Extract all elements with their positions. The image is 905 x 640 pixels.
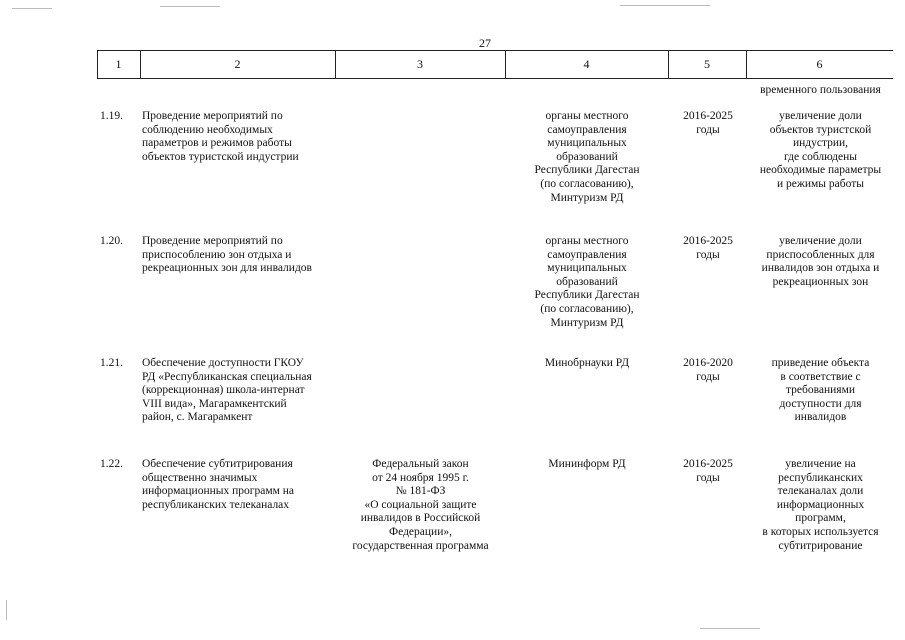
header-col-2: 2 [234, 57, 241, 71]
header-col-4: 4 [583, 57, 590, 71]
row-expected-result: увеличение доли объектов туристской индустрии, где соблюдены необходимые параметры и режимы работы [759, 110, 882, 190]
row-executor: Мининформ РД [548, 458, 626, 470]
row-expected-result: увеличение доли приспособленных для инвалидов зон отдыха и рекреационных зон [761, 235, 880, 288]
header-bottom-border [97, 78, 893, 79]
header-col-3: 3 [417, 57, 423, 71]
row-measure-name: Проведение мероприятий по приспособлению зон отдыха и рекреационных зон для инвалидов [142, 235, 312, 275]
row-number: 1.20. [100, 235, 123, 247]
scan-speck [620, 5, 710, 6]
row-legal-basis: Федеральный закон от 24 ноября 1995 г. № 181-ФЗ «О социальной защите инвалидов в Российской Федерации», государственная программа [352, 458, 489, 552]
row-expected-result: увеличение на республиканских телеканалах доли информационных программ, в которых используется субтитрирование [762, 458, 879, 552]
header-col-6: 6 [816, 57, 823, 71]
scan-speck [700, 628, 760, 629]
scan-speck [12, 8, 52, 9]
row-period: 2016-2020 годы [683, 357, 733, 383]
header-col-5: 5 [704, 57, 710, 71]
row-executor: органы местного самоуправления муниципальных образований Республики Дагестан (по согласованию), Минтуризм РД [534, 235, 640, 329]
header-col-1: 1 [115, 57, 122, 71]
row-measure-name: Проведение мероприятий по соблюдению необходимых параметров и режимов работы объектов туристской индустрии [142, 110, 299, 163]
row-measure-name: Обеспечение доступности ГКОУ РД «Республиканская специальная (коррекционная) школа-интернат VIII вида», Магарамкентский район, с. Магарамкент [142, 357, 312, 424]
row-number: 1.19. [100, 110, 123, 122]
row-number: 1.22. [100, 458, 123, 470]
row-measure-name: Обеспечение субтитрирования общественно значимых информационных программ на республиканских телеканалах [142, 458, 295, 511]
scan-speck [160, 6, 220, 7]
row-executor: органы местного самоуправления муниципальных образований Республики Дагестан (по согласованию), Минтуризм РД [534, 110, 640, 204]
row-period: 2016-2025 годы [683, 110, 733, 136]
header-top-border [97, 50, 893, 51]
carryover-text: временного пользования [760, 84, 881, 96]
row-period: 2016-2025 годы [683, 458, 733, 484]
scan-speck [6, 600, 7, 620]
row-expected-result: приведение объекта в соответствие с требованиями доступности для инвалидов [771, 357, 870, 424]
row-period: 2016-2025 годы [683, 235, 733, 261]
row-executor: Минобрнауки РД [544, 357, 630, 369]
row-number: 1.21. [100, 357, 123, 369]
page-number: 27 [479, 36, 491, 50]
